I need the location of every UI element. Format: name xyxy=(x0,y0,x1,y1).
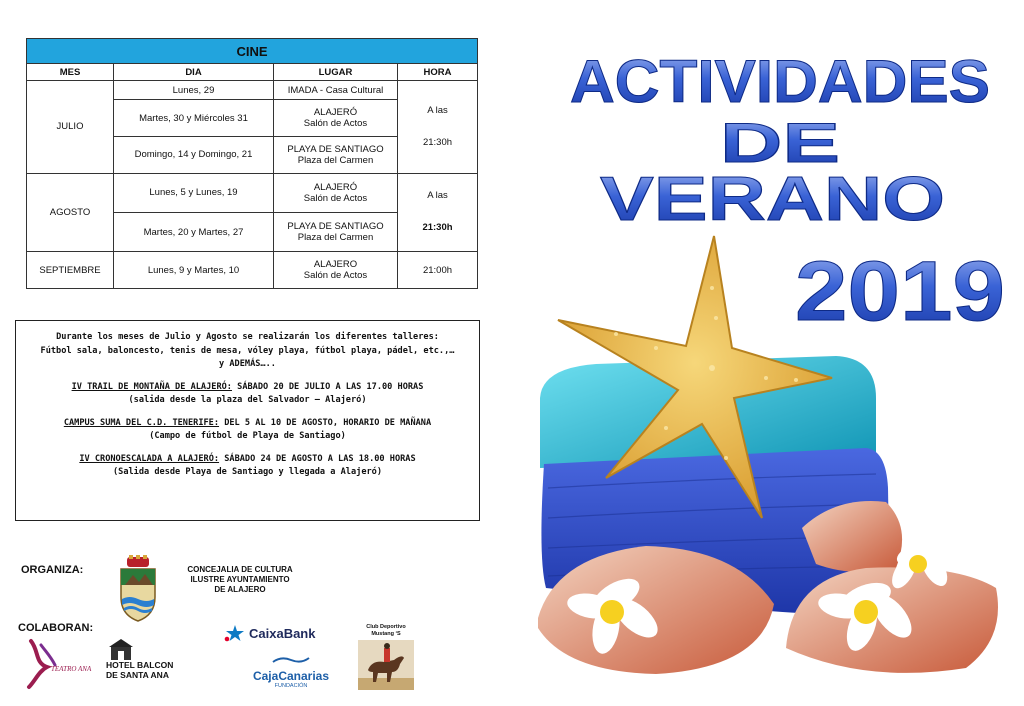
beach-towels-starfish-image xyxy=(536,228,1024,688)
header-lugar: LUGAR xyxy=(274,64,398,81)
day-cell: Martes, 30 y Miércoles 31 xyxy=(114,100,274,137)
campus-details: DEL 5 AL 10 DE AGOSTO, HORARIO DE MAÑANA xyxy=(219,417,432,428)
hotel-logo-icon xyxy=(108,638,134,662)
hour-septiembre: 21:00h xyxy=(398,252,478,289)
header-dia: DIA xyxy=(114,64,274,81)
place-cell: PLAYA DE SANTIAGO Plaza del Carmen xyxy=(274,212,398,251)
table-header-row xyxy=(27,64,478,81)
campus-event xyxy=(16,417,479,431)
crono-title: IV CRONOESCALADA A ALAJERÓ: xyxy=(79,453,220,464)
table-row xyxy=(27,252,478,289)
day-cell: Lunes, 5 y Lunes, 19 xyxy=(114,173,274,212)
cajacanarias-wave-icon xyxy=(271,656,311,664)
cajacanarias-logo xyxy=(246,651,336,689)
trail-note: (salida desde la plaza del Salvador – Alajeró) xyxy=(128,395,367,405)
table-title: CINE xyxy=(27,39,478,64)
month-septiembre: SEPTIEMBRE xyxy=(27,252,114,289)
coat-of-arms-icon xyxy=(117,555,159,623)
caixabank-text: CaixaBank xyxy=(249,625,316,641)
cajacanarias-text: CajaCanarias xyxy=(252,669,330,683)
title-line-actividades: ACTIVIDADES xyxy=(570,48,990,115)
title-line-de: DE xyxy=(720,111,840,174)
intro-line: Durante los meses de Julio y Agosto se realizarán los diferentes talleres: xyxy=(56,332,439,342)
month-julio: JULIO xyxy=(27,81,114,174)
place-cell: PLAYA DE SANTIAGO Plaza del Carmen xyxy=(274,136,398,173)
place-cell: ALAJERO Salón de Actos xyxy=(274,252,398,289)
colaboran-label: COLABORAN: xyxy=(18,622,94,634)
mustang-club-logo xyxy=(355,624,417,690)
day-cell: Lunes, 9 y Martes, 10 xyxy=(114,252,274,289)
caixabank-logo xyxy=(224,624,315,642)
hotel-balcon-text: HOTEL BALCON DE SANTA ANA xyxy=(106,660,174,680)
hour-agosto xyxy=(398,173,478,251)
teatro-ana-logo xyxy=(25,637,92,689)
hour-julio: A las 21:30h xyxy=(398,81,478,174)
header-hora: HORA xyxy=(398,64,478,81)
crono-event xyxy=(16,453,479,467)
hour-agosto-label: A las xyxy=(427,190,448,202)
day-cell: Domingo, 14 y Domingo, 21 xyxy=(114,136,274,173)
place-cell: IMADA - Casa Cultural xyxy=(274,81,398,100)
campus-title: CAMPUS SUMA DEL C.D. TENERIFE: xyxy=(63,417,220,428)
intro-line: y ADEMÁS….. xyxy=(219,359,276,369)
cinema-schedule-table xyxy=(26,38,478,289)
hour-agosto-time: 21:30h xyxy=(422,222,453,234)
trail-details: SÁBADO 20 DE JULIO A LAS 17.00 HORAS xyxy=(231,381,424,392)
activities-info-box xyxy=(15,320,480,521)
caixabank-star-icon xyxy=(224,624,246,642)
fundacion-text: FUNDACIÓN xyxy=(274,683,308,689)
teatro-text: TEATRO ANA xyxy=(51,665,92,673)
crono-note: (Salida desde Playa de Santiago y llegada a Alajeró) xyxy=(112,467,383,477)
horse-rider-icon xyxy=(358,640,414,690)
table-row xyxy=(27,173,478,212)
trail-event xyxy=(16,381,479,395)
month-agosto: AGOSTO xyxy=(27,173,114,251)
organiza-label: ORGANIZA: xyxy=(21,564,84,576)
header-mes: MES xyxy=(27,64,114,81)
title-year: 2019 xyxy=(795,244,1005,338)
place-cell: ALAJERÓ Salón de Actos xyxy=(274,100,398,137)
crono-details: SÁBADO 24 DE AGOSTO A LAS 18.00 HORAS xyxy=(219,453,416,464)
intro-line: Fútbol sala, baloncesto, tenis de mesa, vóley playa, fútbol playa, pádel, etc.,… xyxy=(40,345,455,356)
place-cell: ALAJERÓ Salón de Actos xyxy=(274,173,398,212)
day-cell: Martes, 20 y Martes, 27 xyxy=(114,212,274,251)
mustang-club-text: Club Deportivo Mustang ‘S xyxy=(366,624,406,637)
trail-title: IV TRAIL DE MONTAÑA DE ALAJERÓ: xyxy=(71,381,232,392)
title-line-verano: VERANO xyxy=(600,165,945,234)
table-row xyxy=(27,81,478,100)
day-cell: Lunes, 29 xyxy=(114,81,274,100)
campus-note: (Campo de fútbol de Playa de Santiago) xyxy=(149,431,346,441)
organizer-text: CONCEJALIA DE CULTURA ILUSTRE AYUNTAMIENTO DE ALAJERO xyxy=(187,565,293,594)
